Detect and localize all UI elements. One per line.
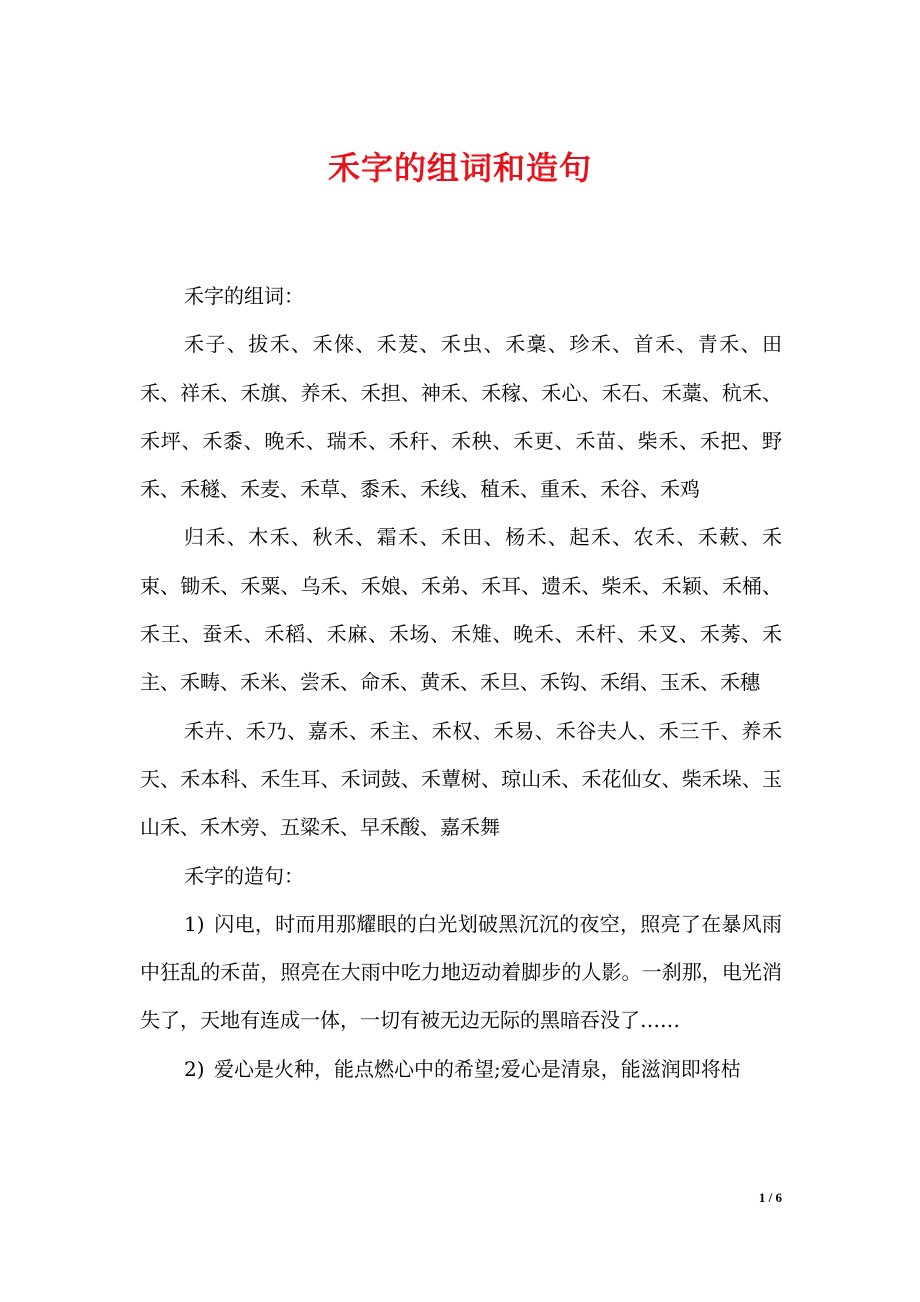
word-list-paragraph: 归禾、木禾、秋禾、霜禾、禾田、杨禾、起禾、农禾、禾蔌、禾束、锄禾、禾粟、乌禾、禾娘、禾弟、禾耳、遗禾、柴禾、禾颖、禾桶、禾王、蚕禾、禾稻、禾麻、禾场、禾雉、晚禾、禾杆、禾叉、禾莠、禾主、禾畴、禾米、尝禾、命禾、黄禾、禾旦、禾钩、禾绢、玉禾、禾穗 — [140, 525, 782, 695]
document-title: 禾字的组词和造句 — [327, 149, 592, 187]
page-number: 1 / 6 — [758, 1190, 782, 1205]
section-heading-sentences: 禾字的造句： — [184, 863, 304, 888]
sentence-number: 1) — [184, 911, 205, 936]
example-sentence — [140, 1045, 782, 1093]
example-sentence — [140, 900, 782, 1045]
document-body — [140, 272, 782, 1093]
sentence-number: 2) — [184, 1056, 205, 1081]
sentence-text: 爱心是火种，能点燃心中的希望;爱心是清泉，能滋润即将枯 — [214, 1056, 741, 1081]
word-list-paragraph: 禾卉、禾乃、嘉禾、禾主、禾权、禾易、禾谷夫人、禾三千、养禾天、禾本科、禾生耳、禾词鼓、禾蕈树、琼山禾、禾花仙女、柴禾垛、玉山禾、禾木旁、五粱禾、早禾酸、嘉禾舞 — [140, 718, 782, 840]
word-list-paragraph: 禾子、拔禾、禾倈、禾茇、禾虫、禾稾、珍禾、首禾、青禾、田禾、祥禾、禾旗、养禾、禾担、神禾、禾稼、禾心、禾石、禾藁、秔禾、禾坪、禾黍、晚禾、瑞禾、禾秆、禾秧、禾更、禾苗、柴禾、禾把、野禾、禾穟、禾麦、禾草、黍禾、禾线、稙禾、重禾、禾谷、禾鸡 — [140, 332, 782, 502]
section-heading-words: 禾字的组词： — [184, 284, 304, 308]
sentence-text: 闪电，时而用那耀眼的白光划破黑沉沉的夜空，照亮了在暴风雨中狂乱的禾苗，照亮在大雨中吃力地迈动着脚步的人影。一刹那，电光消失了，天地有连成一体，一切有被无边无际的黑暗吞没了…… — [140, 911, 782, 1033]
